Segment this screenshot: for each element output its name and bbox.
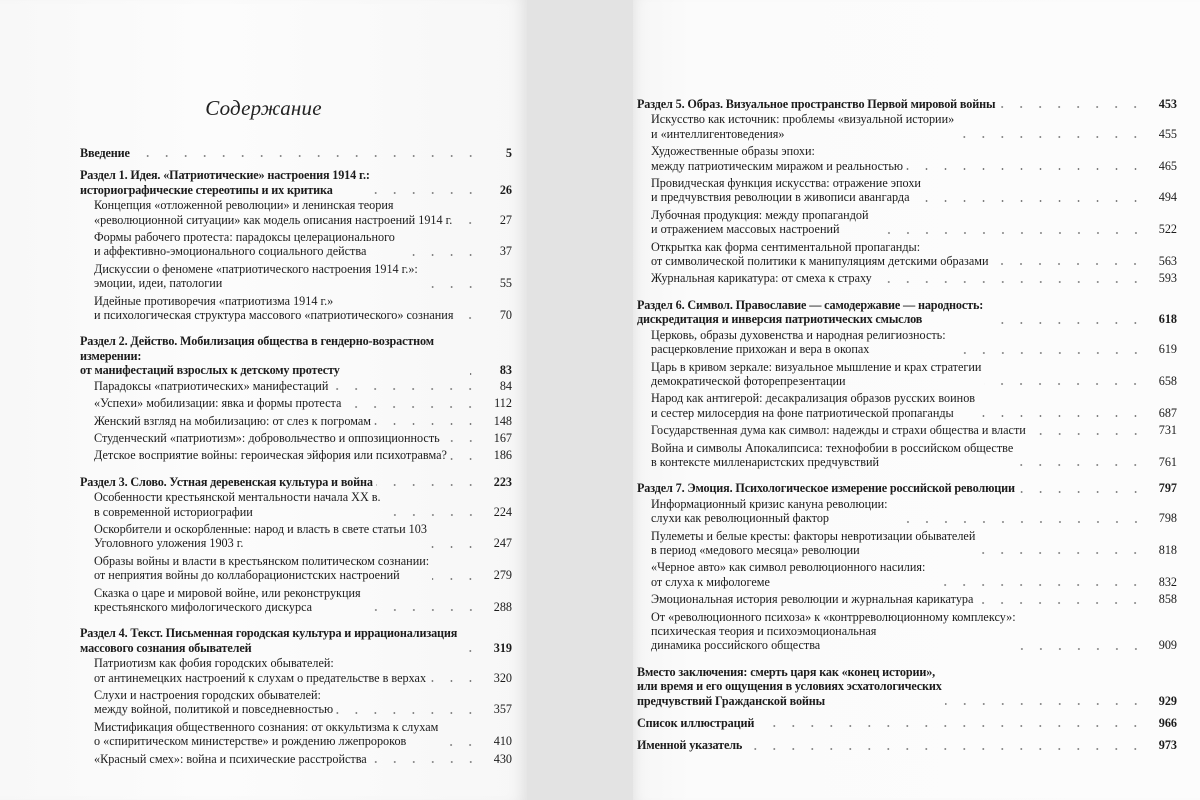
toc-subsection-entry[interactable]	[637, 423, 1177, 437]
toc-section-entry[interactable]	[80, 334, 512, 377]
toc-subsection-entry[interactable]	[637, 529, 1177, 558]
dot-leader	[1016, 457, 1145, 467]
toc-page-number: 224	[493, 504, 512, 519]
toc-page-number: 37	[499, 244, 512, 259]
toc-subsection-entry[interactable]	[637, 208, 1177, 237]
dot-leader	[978, 408, 1145, 418]
toc-page-number: 818	[1158, 542, 1177, 557]
toc-subsection-entry[interactable]	[80, 230, 512, 259]
toc-subsection-entry[interactable]	[80, 448, 512, 462]
dot-leader	[370, 754, 480, 764]
toc-entry-title: Вместо заключения: смерть царя как «конец истории», или время и его ощущения в условиях эсхатологических предчувствий Гражданской войны	[637, 664, 942, 708]
dot-leader	[432, 571, 480, 581]
toc-entry-title: Раздел 3. Слово. Устная деревенская культура и война	[80, 474, 373, 489]
toc-page-number: 761	[1158, 454, 1177, 469]
toc-page-number: 909	[1158, 638, 1177, 653]
toc-entry-title: Искусство как источник: проблемы «визуальной истории» и «интеллигентоведения»	[651, 112, 955, 141]
toc-entry-title: Информационный кризис кануна революции: слухи как революционный фактор	[651, 496, 888, 526]
toc-page-number: 247	[493, 536, 512, 551]
dot-leader	[456, 310, 480, 320]
dot-leader	[976, 595, 1145, 605]
toc-entry-title: Раздел 6. Символ. Православие — самодержавие — народность: дискредитация и инверсия патриотических смыслов	[637, 297, 984, 327]
toc-section-entry[interactable]	[80, 146, 512, 160]
toc-page-number: 453	[1158, 97, 1177, 111]
toc-subsection-entry[interactable]	[80, 431, 512, 445]
toc-entry-title: Пулеметы и белые кресты: факторы невротизации обывателей в период «медового месяца» революции	[651, 528, 976, 557]
toc-subsection-entry[interactable]	[80, 262, 512, 291]
toc-page-number: 357	[493, 702, 512, 717]
toc-page-number: 619	[1158, 342, 1177, 357]
dot-leader	[991, 256, 1145, 266]
toc-entry-title: Царь в кривом зеркале: визуальное мышление и крах стратегии демократической фоторепрезентации	[651, 359, 982, 388]
toc-entry-title: Введение	[80, 146, 130, 160]
toc-entry-title: Детское восприятие войны: героическая эйфория или психотравма?	[94, 448, 447, 463]
toc-page-number: 658	[1158, 373, 1177, 388]
toc-page-number: 929	[1158, 693, 1177, 708]
toc-subsection-entry[interactable]	[637, 497, 1177, 526]
toc-page-number: 465	[1158, 158, 1177, 173]
toc-entry-title: Студенческий «патриотизм»: добровольчество и оппозиционность	[94, 430, 440, 445]
toc-subsection-entry[interactable]	[637, 240, 1177, 269]
toc-entry-title: Народ как антигерой: десакрализация образов русских воинов и сестер милосердия на фоне патриотической пропаганды	[651, 391, 976, 420]
dot-leader	[984, 376, 1145, 386]
toc-section-entry[interactable]	[637, 738, 1177, 752]
dot-leader	[430, 539, 480, 549]
dot-leader	[450, 451, 480, 461]
toc-entry-title: Формы рабочего протеста: парадоксы целерационального и аффективно-эмоционального социального действа	[94, 230, 395, 259]
toc-entry-title: Эмоциональная история революции и журнальная карикатура	[651, 592, 974, 607]
dot-leader	[1029, 426, 1145, 436]
toc-entry-title: «Успехи» мобилизации: явка и формы протеста	[94, 396, 342, 411]
toc-page-number: 973	[1158, 738, 1177, 753]
dot-leader	[470, 366, 480, 376]
toc-entry-title: Провидческая функция искусства: отражение эпохи и предчувствия революции в живописи авангарда	[651, 176, 921, 205]
toc-subsection-entry[interactable]	[80, 522, 512, 551]
toc-subsection-entry[interactable]	[637, 144, 1177, 173]
dot-leader	[957, 129, 1145, 139]
toc-entry-title: Государственная дума как символ: надежды и страхи общества и власти	[651, 423, 1026, 438]
dot-leader	[331, 381, 480, 391]
dot-leader	[745, 741, 1145, 751]
toc-subsection-entry[interactable]	[637, 560, 1177, 589]
toc-subsection-entry[interactable]	[80, 198, 512, 227]
dot-leader	[945, 696, 1145, 706]
toc-entry-title: Идейные противоречия «патриотизма 1914 г.» и психологическая структура массового «патриотического» сознания	[94, 293, 454, 323]
toc-subsection-entry[interactable]	[637, 610, 1177, 653]
toc-page-number: 223	[493, 474, 512, 489]
toc-entry-title: Художественные образы эпохи: между патриотическим миражом и реальностью	[651, 144, 903, 173]
toc-entry-title: «Красный смех»: война и психические расстройства	[94, 751, 367, 766]
toc-section-entry[interactable]	[637, 481, 1177, 495]
toc-subsection-entry[interactable]	[80, 396, 512, 410]
toc-page-number: 279	[493, 568, 512, 583]
toc-entry-title: Открытка как форма сентиментальной пропаганды: от символической политики к манипуляциям детскими образами	[651, 239, 989, 269]
toc-entry-title: Патриотизм как фобия городских обывателей: от антинемецких настроений к слухам о предательстве в верхах	[94, 656, 427, 685]
toc-entry-title: Женский взгляд на мобилизацию: от слез к погромам	[94, 413, 371, 428]
dot-leader	[928, 577, 1145, 587]
toc-page-number: 797	[1158, 481, 1177, 496]
dot-leader	[455, 215, 480, 225]
dot-leader	[421, 279, 480, 289]
toc-subsection-entry[interactable]	[637, 391, 1177, 420]
toc-section-entry[interactable]	[637, 97, 1177, 111]
toc-entry-title: От «революционного психоза» к «контрреволюционному комплексу»: психическая теория и психоэмоциональная динамика российского общества	[651, 609, 1016, 653]
toc-entry-title: Дискуссии о феномене «патриотического настроения 1914 г.»: эмоции, идеи, патологии	[94, 261, 418, 291]
toc-subsection-entry[interactable]	[80, 554, 512, 583]
toc-entry-title: Слухи и настроения городских обывателей: между войной, политикой и повседневностью	[94, 688, 334, 717]
toc-page-number: 320	[493, 670, 512, 685]
dot-leader	[949, 345, 1145, 355]
dot-leader	[872, 225, 1145, 235]
dot-leader	[924, 193, 1145, 203]
toc-entry-title: Журнальная карикатура: от смеха к страху	[651, 271, 872, 286]
toc-entry-title: «Черное авто» как символ революционного насилия: от слуха к мифологеме	[651, 560, 926, 589]
toc-page-number: 522	[1158, 222, 1177, 237]
toc-page-number: 966	[1158, 716, 1177, 731]
toc-entry-title: Лубочная продукция: между пропагандой и отражением массовых настроений	[651, 207, 869, 237]
dot-leader	[906, 161, 1145, 171]
dot-leader	[376, 477, 480, 487]
dot-leader	[373, 185, 480, 195]
toc-page-number: 83	[499, 363, 512, 378]
dot-leader	[998, 99, 1145, 109]
dot-leader	[133, 148, 480, 158]
toc-subsection-entry[interactable]	[80, 294, 512, 323]
toc-subsection-entry[interactable]	[80, 688, 512, 717]
toc-section-entry[interactable]	[80, 475, 512, 489]
toc-subsection-entry[interactable]	[80, 414, 512, 428]
toc-page-number: 731	[1158, 423, 1177, 438]
toc-entry-title: Оскорбители и оскорбленные: народ и власть в свете статьи 103 Уголовного уложения 1903 г.	[94, 521, 427, 551]
toc-entry-title: Мистификация общественного сознания: от оккультизма к слухам о «спиритическом министерстве» и рождению лжепророков	[94, 719, 439, 749]
toc-page-number: 84	[499, 378, 512, 393]
toc-entry-title: Война и символы Апокалипсиса: технофобии в российском обществе в контексте милленаристских предчувствий	[651, 440, 1014, 469]
dot-leader	[374, 416, 480, 426]
toc-subsection-entry[interactable]	[80, 490, 512, 519]
toc-section-entry[interactable]	[80, 626, 512, 655]
dot-leader	[460, 643, 480, 653]
toc-page-number: 687	[1158, 405, 1177, 420]
toc-entry-title: Образы войны и власти в крестьянском политическом сознании: от неприятия войны до коллаборационистских настроений	[94, 553, 430, 583]
dot-leader	[443, 433, 480, 443]
dot-leader	[336, 705, 480, 715]
toc-page-number: 112	[494, 396, 512, 411]
toc-page-number: 858	[1158, 592, 1177, 607]
toc-section-entry[interactable]	[637, 298, 1177, 327]
toc-page-number: 410	[493, 734, 512, 749]
toc-page-number: 26	[499, 182, 512, 197]
table-of-contents-left	[80, 146, 512, 766]
toc-subsection-entry[interactable]	[637, 176, 1177, 205]
toc-page-number: 798	[1158, 511, 1177, 526]
dot-leader	[757, 718, 1145, 728]
dot-leader	[384, 507, 480, 517]
toc-subsection-entry[interactable]	[637, 271, 1177, 285]
dot-leader	[344, 399, 480, 409]
toc-page-number: 148	[493, 413, 512, 428]
toc-section-entry[interactable]	[80, 168, 512, 197]
toc-page-number: 832	[1158, 574, 1177, 589]
dot-leader	[1018, 484, 1145, 494]
toc-entry-title: Сказка о царе и мировой войне, или реконструкция крестьянского мифологического дискурса	[94, 585, 361, 614]
toc-subsection-entry[interactable]	[637, 360, 1177, 389]
toc-page-number: 455	[1158, 126, 1177, 141]
dot-leader	[1019, 641, 1145, 651]
toc-page-number: 593	[1158, 271, 1177, 286]
toc-page-number: 494	[1158, 190, 1177, 205]
toc-page-number: 5	[505, 146, 512, 160]
left-page	[0, 0, 527, 800]
dot-leader	[441, 737, 480, 747]
toc-entry-title: Список иллюстраций	[637, 716, 755, 731]
dot-leader	[429, 673, 480, 683]
toc-section-entry[interactable]	[637, 665, 1177, 708]
toc-page-number: 618	[1158, 312, 1177, 327]
toc-page-number: 186	[493, 448, 512, 463]
toc-subsection-entry[interactable]	[80, 752, 512, 766]
toc-page-number: 27	[499, 212, 512, 227]
dot-leader	[875, 274, 1145, 284]
table-of-contents-right	[637, 97, 1177, 753]
dot-leader	[891, 514, 1145, 524]
right-page	[633, 0, 1200, 800]
dot-leader	[398, 247, 480, 257]
toc-entry-title: Церковь, образы духовенства и народная религиозность: расцерковление прихожан и вера в окопах	[651, 327, 946, 357]
dot-leader	[978, 545, 1145, 555]
toc-page-number: 55	[499, 276, 512, 291]
toc-entry-title: Раздел 4. Текст. Письменная городская культура и иррационализация массового сознания обывателей	[80, 626, 458, 655]
toc-entry-title: Парадоксы «патриотических» манифестаций	[94, 378, 329, 393]
toc-subsection-entry[interactable]	[80, 720, 512, 749]
page-title: Содержание	[205, 96, 322, 120]
toc-entry-title: Раздел 5. Образ. Визуальное пространство Первой мировой войны	[637, 97, 996, 111]
toc-page-number: 563	[1158, 254, 1177, 269]
toc-section-entry[interactable]	[637, 716, 1177, 730]
toc-subsection-entry[interactable]	[80, 379, 512, 393]
dot-leader	[986, 315, 1145, 325]
toc-entry-title: Именной указатель	[637, 738, 743, 753]
toc-entry-title: Концепция «отложенной революции» и ленинская теория «революционной ситуации» как модель описания настроений 1914 г.	[94, 198, 453, 227]
toc-entry-title: Раздел 7. Эмоция. Психологическое измерение российской революции	[637, 481, 1015, 496]
dot-leader	[364, 602, 480, 612]
toc-page-number: 430	[493, 751, 512, 766]
toc-subsection-entry[interactable]	[637, 441, 1177, 470]
toc-subsection-entry[interactable]	[80, 586, 512, 615]
toc-entry-title: Раздел 1. Идея. «Патриотические» настроения 1914 г.: историографические стереотипы и их критика	[80, 168, 370, 197]
toc-subsection-entry[interactable]	[637, 592, 1177, 606]
toc-page-number: 70	[499, 308, 512, 323]
toc-page-number: 288	[493, 599, 512, 614]
toc-subsection-entry[interactable]	[637, 112, 1177, 141]
toc-subsection-entry[interactable]	[637, 328, 1177, 357]
toc-entry-title: Особенности крестьянской ментальности начала XX в. в современной историографии	[94, 490, 381, 519]
toc-entry-title: Раздел 2. Действо. Мобилизация общества в гендерно-возрастном измерении: от манифестаций взрослых к детскому протесту	[80, 334, 434, 378]
toc-page-number: 319	[493, 640, 512, 655]
toc-subsection-entry[interactable]	[80, 656, 512, 685]
toc-page-number: 167	[493, 430, 512, 445]
